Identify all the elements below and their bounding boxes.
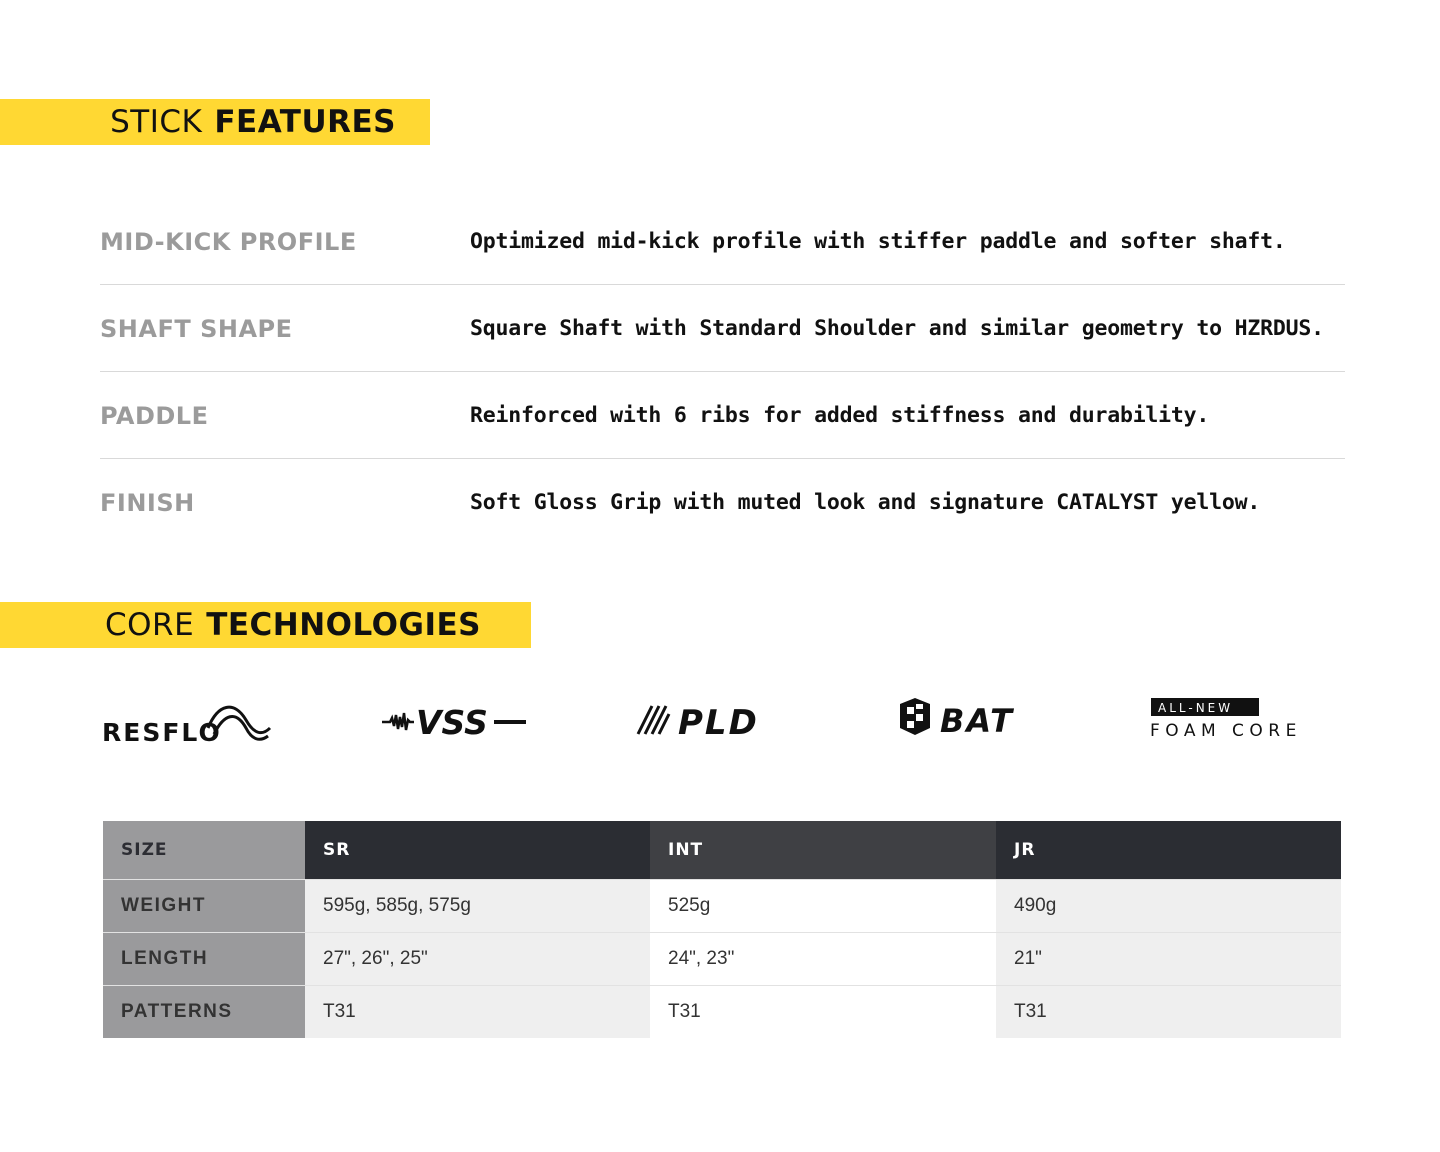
cell-sr: 27", 26", 25" <box>305 932 650 985</box>
stick-features-banner <box>0 99 430 145</box>
feature-label: PADDLE <box>100 402 209 430</box>
table-row-length <box>103 932 1341 985</box>
table-row-patterns <box>103 985 1341 1038</box>
feature-row-finish <box>100 459 1345 545</box>
feature-label: SHAFT SHAPE <box>100 315 293 343</box>
bat-emblem-icon <box>898 690 1043 750</box>
foam-core-icon <box>1150 690 1345 750</box>
vss-logo <box>382 690 532 750</box>
table-header-row <box>103 821 1341 879</box>
resflo-logo <box>100 690 275 750</box>
feature-description: Optimized mid-kick profile with stiffer paddle and softer shaft. <box>470 229 1286 254</box>
resflo-wave-icon <box>100 690 275 750</box>
feature-description: Square Shaft with Standard Shoulder and similar geometry to HZRDUS. <box>470 316 1324 341</box>
features-list <box>100 198 1345 545</box>
cell-int: 24", 23" <box>650 932 996 985</box>
header-sr: SR <box>305 821 650 879</box>
table-row-weight <box>103 879 1341 932</box>
foam-core-tag: ALL-NEW <box>1158 701 1234 715</box>
cell-sr: T31 <box>305 985 650 1038</box>
stick-features-title-light: STICK <box>110 104 203 140</box>
cell-int: T31 <box>650 985 996 1038</box>
pld-logo <box>636 690 796 750</box>
row-label: WEIGHT <box>103 879 305 932</box>
foam-core-text: FOAM CORE <box>1150 721 1302 741</box>
row-label: LENGTH <box>103 932 305 985</box>
technology-logos <box>100 690 1345 750</box>
header-int: INT <box>650 821 996 879</box>
feature-label: FINISH <box>100 489 195 517</box>
cell-int: 525g <box>650 879 996 932</box>
pld-text: PLD <box>678 703 759 743</box>
foam-core-logo <box>1150 690 1345 750</box>
feature-row-paddle <box>100 372 1345 459</box>
core-technologies-title-bold: TECHNOLOGIES <box>206 607 481 643</box>
row-label: PATTERNS <box>103 985 305 1038</box>
vss-text: VSS <box>416 703 488 742</box>
header-size: SIZE <box>103 821 305 879</box>
spec-table <box>103 821 1341 1038</box>
core-technologies-banner <box>0 602 531 648</box>
bat-text: BAT <box>940 702 1014 740</box>
header-jr: JR <box>996 821 1341 879</box>
feature-label: MID-KICK PROFILE <box>100 228 357 256</box>
feature-description: Reinforced with 6 ribs for added stiffness and durability. <box>470 403 1210 428</box>
stick-features-title-bold: FEATURES <box>214 104 396 140</box>
resflo-text: RESFLO <box>102 718 222 747</box>
vss-soundwave-icon <box>382 690 532 750</box>
feature-row-mid-kick <box>100 198 1345 285</box>
cell-jr: 21" <box>996 932 1341 985</box>
pld-stripes-icon <box>636 690 796 750</box>
feature-description: Soft Gloss Grip with muted look and signature CATALYST yellow. <box>470 490 1261 515</box>
feature-row-shaft-shape <box>100 285 1345 372</box>
bat-logo <box>898 690 1043 750</box>
core-technologies-title-light: CORE <box>105 607 195 643</box>
cell-sr: 595g, 585g, 575g <box>305 879 650 932</box>
cell-jr: 490g <box>996 879 1341 932</box>
cell-jr: T31 <box>996 985 1341 1038</box>
